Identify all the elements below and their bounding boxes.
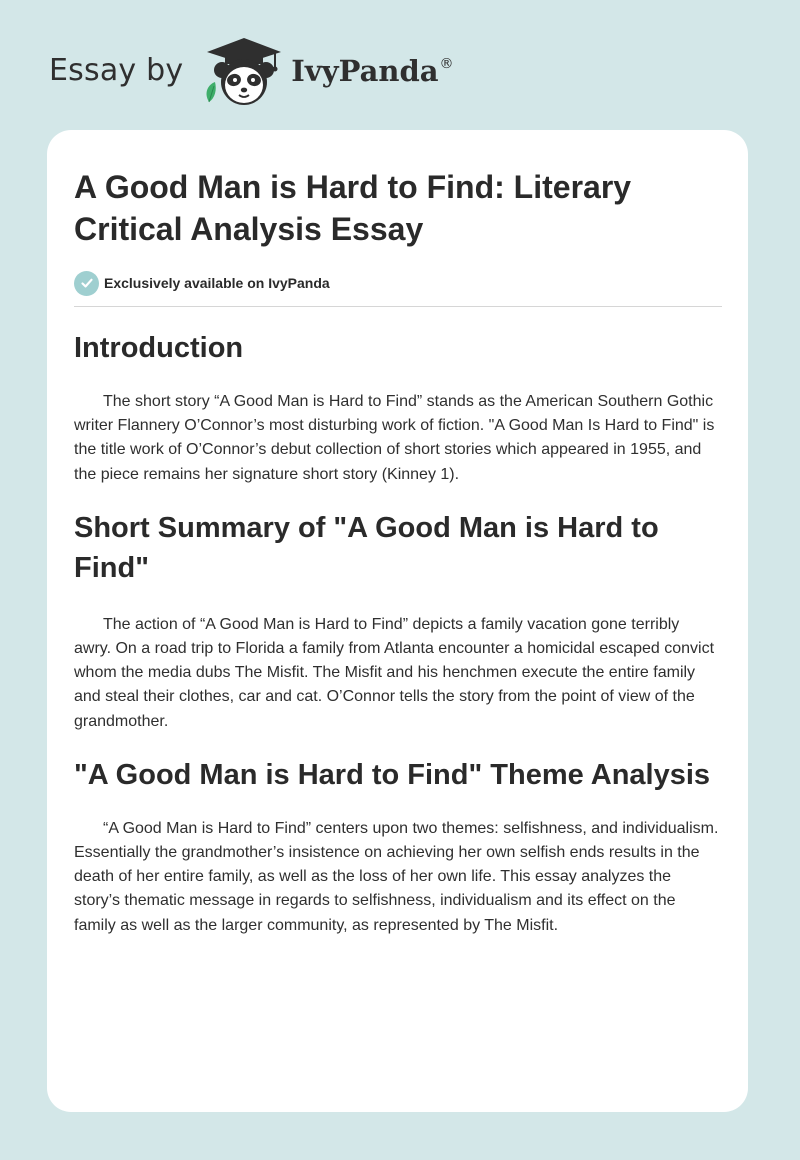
- exclusive-label: Exclusively available on IvyPanda: [104, 275, 330, 291]
- brand-prefix: Essay by: [49, 52, 184, 88]
- section-introduction: [74, 328, 722, 487]
- panda-logo-icon: [201, 36, 287, 108]
- section-heading: Short Summary of "A Good Man is Hard to Find": [74, 511, 659, 584]
- exclusive-badge: [74, 270, 722, 296]
- check-circle-icon: [74, 271, 99, 296]
- section-paragraph: The short story “A Good Man is Hard to Find” stands as the American Southern Gothic writer Flannery O’Connor’s most disturbing work of fiction. "A Good Man Is Hard to Find" is the title work of O’Connor’s debut collection of short stories which appeared in 1955, and the piece remains her signature short story (Kinney 1).: [74, 393, 715, 483]
- section-short-summary: [74, 508, 722, 734]
- section-theme-analysis: [74, 755, 722, 938]
- article-card: [47, 130, 748, 1112]
- section-heading: "A Good Man is Hard to Find" Theme Analysis: [74, 758, 711, 791]
- brand-name: IvyPanda: [291, 54, 439, 88]
- article-title: A Good Man is Hard to Find: Literary Critical Analysis Essay: [74, 169, 632, 247]
- section-paragraph: “A Good Man is Hard to Find” centers upon two themes: selfishness, and individualism. Essentially the grandmother’s insistence on achieving her own selfish ends results in the death of her entire family, as well as the loss of her own life. This essay analyzes the story’s thematic message in regards to selfishness, individualism and its effect on the family as well as the larger community, as represented by The Misfit.: [74, 819, 719, 934]
- brand-header: [49, 36, 454, 108]
- section-heading: Introduction: [74, 332, 244, 364]
- title-divider: [74, 306, 722, 307]
- section-paragraph: The action of “A Good Man is Hard to Find” depicts a family vacation gone terribly awry. On a road trip to Florida a family from Atlanta encounter a homicidal escaped convict whom the media dubs The Misfit. The Misfit and his henchmen execute the entire family and steal their clothes, car and cat. O’Connor tells the story from the point of view of the grandmother.: [74, 615, 715, 730]
- registered-mark: ®: [439, 56, 454, 72]
